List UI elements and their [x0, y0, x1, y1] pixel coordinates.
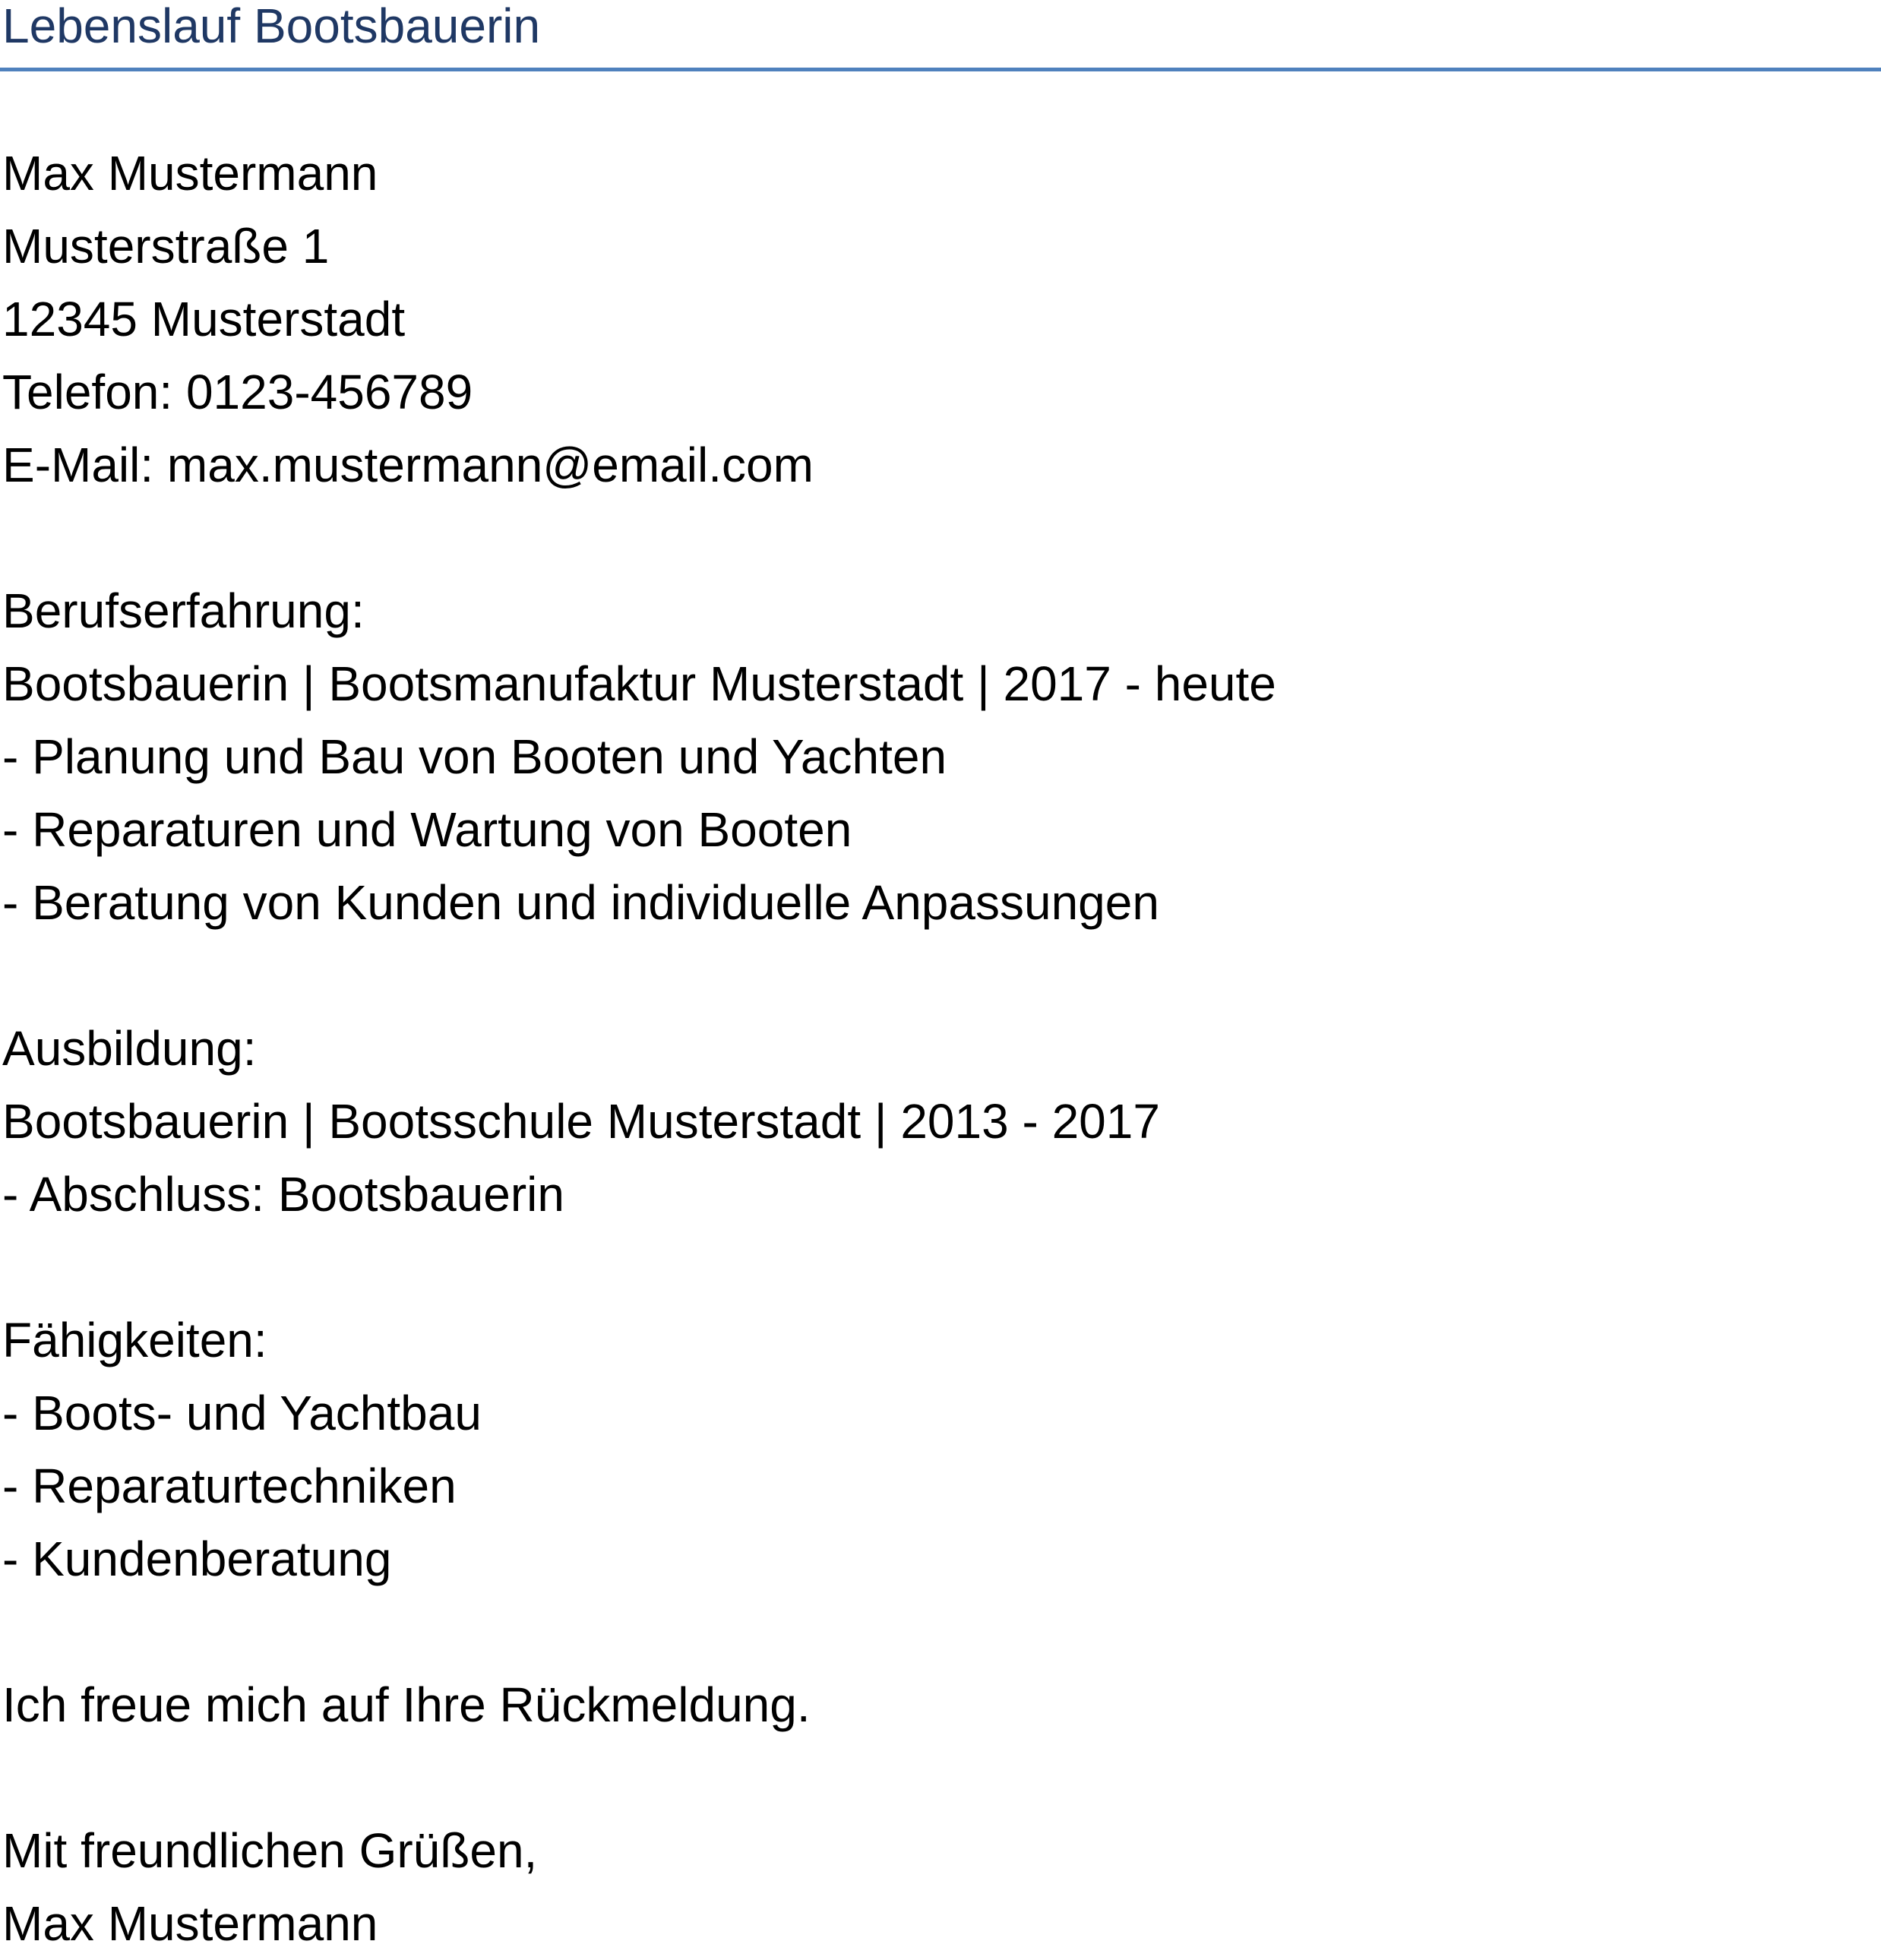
signature-name: Max Mustermann — [2, 1896, 378, 1951]
salutation: Mit freundlichen Grüßen, — [2, 1823, 538, 1878]
experience-bullet: - Planung und Bau von Booten und Yachten — [2, 729, 947, 784]
experience-heading: Berufserfahrung: — [2, 583, 365, 638]
education-bullet: - Abschluss: Bootsbauerin — [2, 1167, 564, 1222]
skills-heading: Fähigkeiten: — [2, 1313, 267, 1367]
skills-bullet: - Boots- und Yachtbau — [2, 1386, 482, 1440]
experience-bullet: - Beratung von Kunden und individuelle Anpassungen — [2, 875, 1159, 930]
skills-bullet: - Reparaturtechniken — [2, 1459, 457, 1513]
contact-name: Max Mustermann — [2, 146, 378, 201]
contact-street: Musterstraße 1 — [2, 219, 330, 273]
education-heading: Ausbildung: — [2, 1021, 257, 1076]
closing-sentence: Ich freue mich auf Ihre Rückmeldung. — [2, 1677, 811, 1732]
experience-bullet: - Reparaturen und Wartung von Booten — [2, 802, 852, 857]
skills-bullet: - Kundenberatung — [2, 1532, 392, 1586]
contact-city: 12345 Musterstadt — [2, 292, 406, 346]
contact-phone: Telefon: 0123-456789 — [2, 365, 473, 419]
title-divider — [0, 68, 1881, 71]
education-entry: Bootsbauerin | Bootsschule Musterstadt | 2013 - 2017 — [2, 1094, 1160, 1149]
document-title: Lebenslauf Bootsbauerin — [2, 0, 541, 53]
experience-entry: Bootsbauerin | Bootsmanufaktur Musterstadt | 2017 - heute — [2, 656, 1276, 711]
contact-email: E-Mail: max.mustermann@email.com — [2, 438, 814, 492]
